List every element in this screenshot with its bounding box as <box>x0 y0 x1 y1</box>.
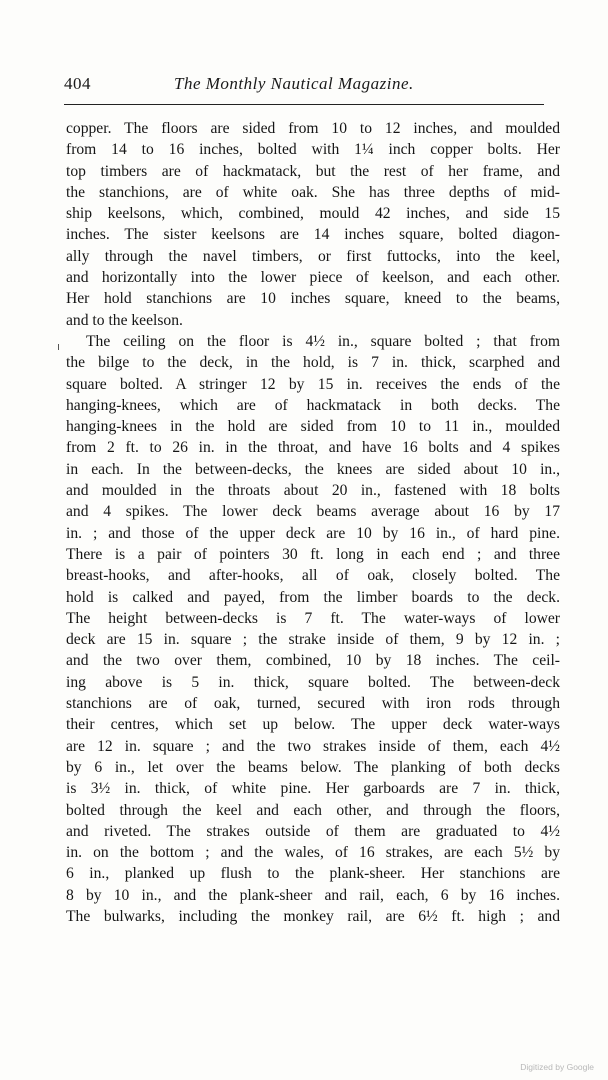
text-line: 8 by 10 in., and the plank-sheer and rail, each, 6 by 16 inches. <box>66 886 560 904</box>
text-line: by 6 in., let over the beams below. The planking of both decks <box>66 758 560 776</box>
text-line: and to the keelson. <box>66 311 183 329</box>
text-line: and 4 spikes. The lower deck beams average about 16 by 17 <box>66 503 560 521</box>
text-line: stanchions are of oak, turned, secured with iron rods through <box>66 695 560 713</box>
watermark: Digitized by Google <box>520 1062 594 1072</box>
text-line: ship keelsons, which, combined, mould 42 inches, and side 15 <box>66 205 560 223</box>
text-line: There is a pair of pointers 30 ft. long in each end ; and three <box>66 545 560 563</box>
text-line: The ceiling on the floor is 4½ in., square bolted ; that from <box>86 332 560 350</box>
text-line: and riveted. The strakes outside of them are graduated to 4½ <box>66 822 560 840</box>
header-rule <box>64 104 544 105</box>
text-line: deck are 15 in. square ; the strake inside of them, 9 by 12 in. ; <box>66 631 560 649</box>
stray-mark <box>58 344 59 350</box>
text-line: is 3½ in. thick, of white pine. Her garboards are 7 in. thick, <box>66 780 560 798</box>
text-line: hanging-knees, which are of hackmatack in both decks. The <box>66 396 560 414</box>
text-line: the bilge to the deck, in the hold, is 7 in. thick, scarphed and <box>66 354 560 372</box>
page-header <box>64 74 544 98</box>
text-line: Her hold stanchions are 10 inches square, kneed to the beams, <box>66 290 560 308</box>
text-line: in. on the bottom ; and the wales, of 16 strakes, are each 5½ by <box>66 844 560 862</box>
text-line: and the two over them, combined, 10 by 18 inches. The ceil- <box>66 652 560 670</box>
page-number: 404 <box>64 74 91 93</box>
text-line: ally through the navel timbers, or first futtocks, into the keel, <box>66 247 560 265</box>
text-line: square bolted. A stringer 12 by 15 in. receives the ends of the <box>66 375 560 393</box>
text-line: the stanchions, are of white oak. She has three depths of mid- <box>66 183 560 201</box>
text-line: hanging-knees in the hold are sided from 10 to 11 in., moulded <box>66 418 560 436</box>
running-title: The Monthly Nautical Magazine. <box>174 74 414 93</box>
text-line: top timbers are of hackmatack, but the rest of her frame, and <box>66 162 560 180</box>
body-text <box>66 118 560 927</box>
text-line: The bulwarks, including the monkey rail, are 6½ ft. high ; and <box>66 907 560 925</box>
text-line: 6 in., planked up flush to the plank-sheer. Her stanchions are <box>66 865 560 883</box>
text-line: The height between-decks is 7 ft. The water-ways of lower <box>66 609 560 627</box>
text-line: and moulded in the throats about 20 in., fastened with 18 bolts <box>66 482 560 500</box>
text-line: and horizontally into the lower piece of keelson, and each other. <box>66 269 560 287</box>
text-line: in each. In the between-decks, the knees are sided about 10 in., <box>66 460 560 478</box>
text-line: their centres, which set up below. The upper deck water-ways <box>66 716 560 734</box>
text-line: are 12 in. square ; and the two strakes inside of them, each 4½ <box>66 737 560 755</box>
text-line: inches. The sister keelsons are 14 inches square, bolted diagon- <box>66 226 560 244</box>
text-line: copper. The floors are sided from 10 to 12 inches, and moulded <box>66 120 560 137</box>
text-line: breast-hooks, and after-hooks, all of oak, closely bolted. The <box>66 567 560 585</box>
text-line: in. ; and those of the upper deck are 10 by 16 in., of hard pine. <box>66 524 560 542</box>
text-line: bolted through the keel and each other, and through the floors, <box>66 801 560 819</box>
text-line: from 14 to 16 inches, bolted with 1¼ inch copper bolts. Her <box>66 141 560 159</box>
text-line: from 2 ft. to 26 in. in the throat, and have 16 bolts and 4 spikes <box>66 439 560 457</box>
text-line: hold is calked and payed, from the limber boards to the deck. <box>66 588 560 606</box>
text-line: ing above is 5 in. thick, square bolted. The between-deck <box>66 673 560 691</box>
